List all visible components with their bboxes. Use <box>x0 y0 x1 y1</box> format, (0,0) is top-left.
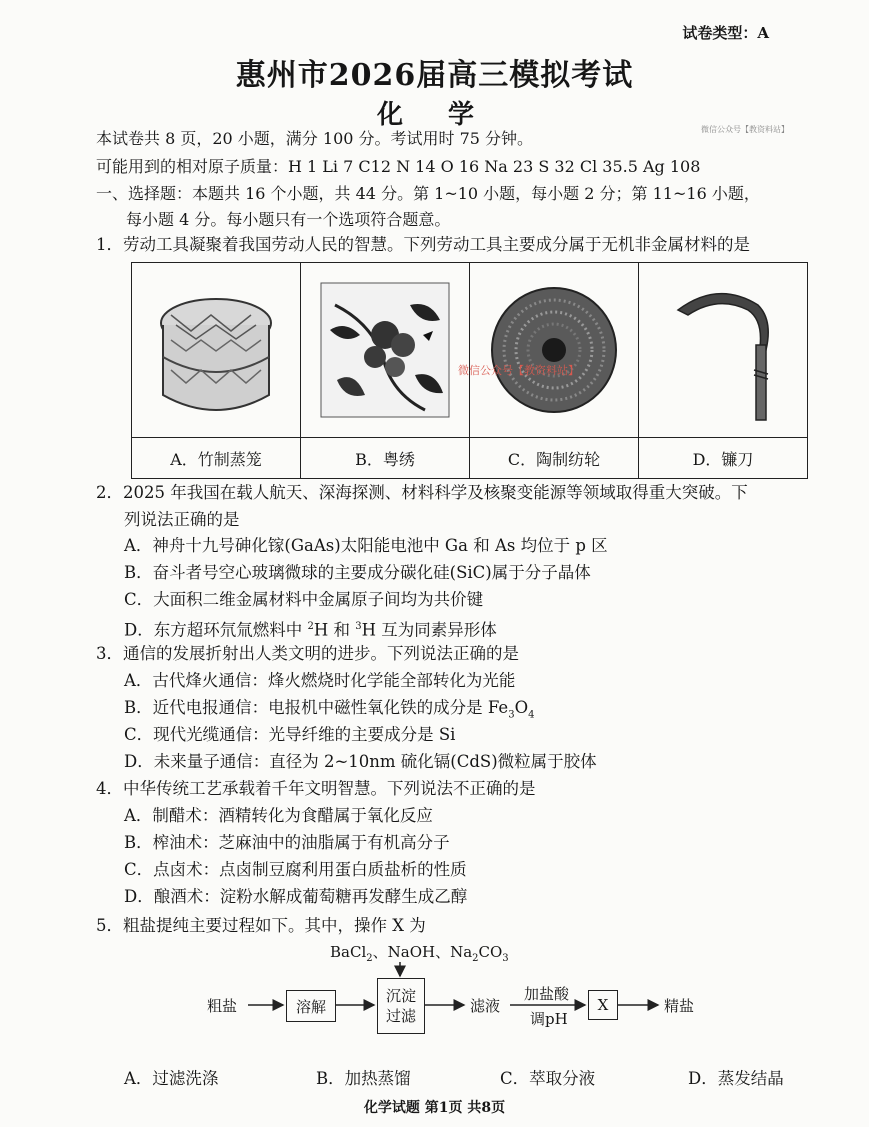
section-heading-line-1: 一、选择题：本题共 16 个小题，共 44 分。第 1~10 小题，每小题 2 分；第 11~16 小题， <box>96 184 760 203</box>
q2-option-c: C．大面积二维金属材料中金属原子间均为共价键 <box>124 590 484 609</box>
q3-b-text-1: B．近代电报通信：电报机中磁性氧化铁的成分是 Fe <box>124 698 509 717</box>
q5-refined-salt: 精盐 <box>664 997 695 1015</box>
q5-stem: 5．粗盐提纯主要过程如下。其中，操作 X 为 <box>96 916 426 935</box>
exam-title: 惠州市2026届高三模拟考试 <box>235 58 634 93</box>
q5-precipitate-filter-box <box>377 978 425 1034</box>
q2-stem-line-2: 列说法正确的是 <box>124 510 240 529</box>
q1-option-a: A．竹制蒸笼 <box>132 438 301 478</box>
q5-reagent-text-2: 、NaOH、Na <box>372 943 473 961</box>
q2-d-text-1: D．东方超环氘氚燃料中 <box>124 620 308 640</box>
subject-title: 化 学 <box>376 100 493 130</box>
q5-filtrate: 滤液 <box>470 997 501 1015</box>
q5-option-d: D．蒸发结晶 <box>688 1069 784 1088</box>
q5-dissolve-box: 溶解 <box>286 990 336 1022</box>
q5-reagent-sub-1: 2 <box>366 953 373 964</box>
q2-option-b: B．奋斗者号空心玻璃微球的主要成分碳化硅(SiC)属于分子晶体 <box>124 563 591 582</box>
q3-stem: 3．通信的发展折射出人类文明的进步。下列说法正确的是 <box>96 644 519 663</box>
q5-reagent-sub-2: 2 <box>472 953 479 964</box>
q2-d-sup-2: 3 <box>355 621 362 632</box>
section-heading-line-2: 每小题 4 分。每小题只有一个选项符合题意。 <box>126 210 451 229</box>
q5-filter-label: 过滤 <box>385 1007 416 1025</box>
intro-line-1: 本试卷共 8 页，20 小题，满分 100 分。考试用时 75 分钟。 <box>96 129 534 148</box>
q4-option-c: C．点卤术：点卤制豆腐利用蛋白质盐析的性质 <box>124 860 467 879</box>
q5-option-c: C．萃取分液 <box>500 1069 596 1088</box>
q1-watermark: 微信公众号【教资料站】 <box>458 364 579 377</box>
q5-operation-x-box: X <box>588 990 618 1020</box>
q5-adjust-ph: 调pH <box>530 1010 568 1028</box>
q5-crude-salt: 粗盐 <box>207 997 238 1015</box>
page-footer: 化学试题 第1页 共8页 <box>363 1100 506 1116</box>
q4-option-d: D．酿酒术：淀粉水解成葡萄糖再发酵生成乙醇 <box>124 887 468 906</box>
q5-option-b: B．加热蒸馏 <box>316 1069 411 1088</box>
q3-option-c: C．现代光缆通信：光导纤维的主要成分是 Si <box>124 725 456 744</box>
q5-reagent-sub-3: 3 <box>502 953 509 964</box>
q3-b-sub-1: 3 <box>508 709 515 721</box>
q1-option-b: B．粤绣 <box>301 438 470 478</box>
q1-option-d: D．镰刀 <box>692 449 754 469</box>
q3-option-d: D．未来量子通信：直径为 2~10nm 硫化镉(CdS)微粒属于胶体 <box>124 752 597 771</box>
q4-option-b: B．榨油术：芝麻油中的油脂属于有机高分子 <box>124 833 450 852</box>
q2-stem-line-1: 2．2025 年我国在载人航天、深海探测、材料科学及核聚变能源等领域取得重大突破。下 <box>96 483 748 502</box>
q5-option-a: A．过滤洗涤 <box>124 1069 219 1088</box>
q3-option-a: A．古代烽火通信：烽火燃烧时化学能全部转化为光能 <box>124 671 516 690</box>
q5-reagent-text-1: BaCl <box>330 943 367 961</box>
q1-stem: 1．劳动工具凝聚着我国劳动人民的智慧。下列劳动工具主要成分属于无机非金属材料的是 <box>96 235 750 254</box>
q3-b-sub-2: 4 <box>528 709 535 721</box>
q2-d-text-3: H 互为同素异形体 <box>361 620 497 640</box>
q4-stem: 4．中华传统工艺承载着千年文明智慧。下列说法不正确的是 <box>96 779 536 798</box>
q5-precipitate-label: 沉淀 <box>385 987 416 1005</box>
q3-b-text-2: O <box>514 698 529 717</box>
q1-option-c: C．陶制纺轮 <box>470 438 639 478</box>
q2-option-a: A．神舟十九号砷化镓(GaAs)太阳能电池中 Ga 和 As 均位于 p 区 <box>124 536 608 555</box>
q4-option-a: A．制醋术：酒精转化为食醋属于氧化反应 <box>124 806 433 825</box>
q2-d-text-2: H 和 <box>313 620 356 640</box>
paper-type-label: 试卷类型：A <box>682 24 769 42</box>
q5-reagent-text-3: CO <box>478 943 503 961</box>
q5-add-acid: 加盐酸 <box>524 985 570 1003</box>
q2-d-sup-1: 2 <box>307 621 314 632</box>
watermark-small: 微信公众号【教资料站】 <box>701 125 789 134</box>
atomic-masses-line: 可能用到的相对原子质量：H 1 Li 7 C12 N 14 O 16 Na 23 S 32 Cl 35.5 Ag 108 <box>96 157 701 176</box>
